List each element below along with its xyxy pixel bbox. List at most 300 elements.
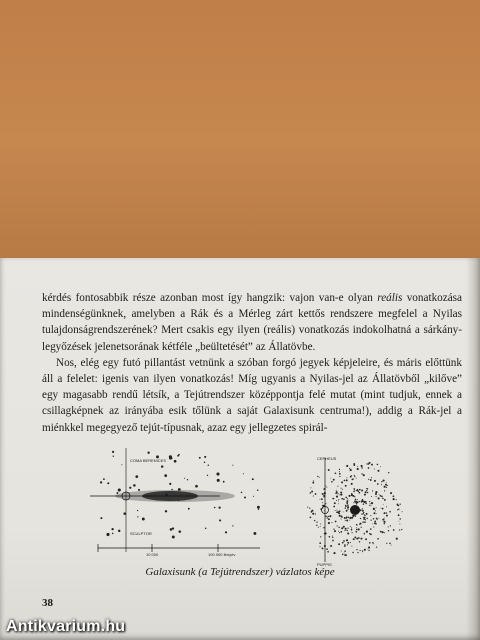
spiral-dot xyxy=(388,526,389,527)
spiral-dot xyxy=(356,524,357,525)
star-dot xyxy=(112,533,114,535)
spiral-dot xyxy=(345,485,347,487)
star-dot xyxy=(207,475,208,476)
spiral-dot xyxy=(330,478,331,479)
spiral-dot xyxy=(373,526,374,527)
spiral-dot xyxy=(365,491,367,493)
spiral-dot xyxy=(382,508,384,510)
spiral-dot xyxy=(352,532,353,533)
star-dot xyxy=(225,531,227,533)
spiral-dot xyxy=(348,500,349,501)
spiral-dot xyxy=(366,513,368,515)
spiral-dot xyxy=(363,517,365,519)
spiral-dot xyxy=(383,521,385,523)
spiral-dot xyxy=(354,475,355,476)
spiral-dot xyxy=(368,467,370,469)
star-dot xyxy=(188,508,190,510)
spiral-dot xyxy=(356,538,358,540)
spiral-dot xyxy=(373,508,375,510)
spiral-dot xyxy=(338,543,340,545)
spiral-dot xyxy=(326,548,328,550)
spiral-dot xyxy=(361,467,363,469)
spiral-dot xyxy=(344,545,346,547)
spiral-dot xyxy=(390,492,392,494)
spiral-dot xyxy=(346,477,347,478)
spiral-dot xyxy=(380,531,382,533)
spiral-dot xyxy=(368,479,369,480)
spiral-dot xyxy=(358,537,360,539)
spiral-dot xyxy=(313,495,314,496)
spiral-dot xyxy=(320,499,321,500)
star-dot xyxy=(217,479,220,482)
spiral-dot xyxy=(317,476,318,477)
coma-berenices-label: COMA BERENICES xyxy=(130,458,167,463)
spiral-dot xyxy=(346,539,348,541)
spiral-dot xyxy=(322,502,323,503)
spiral-dot xyxy=(325,503,326,504)
spiral-dot xyxy=(368,548,369,549)
star-dot xyxy=(118,530,120,532)
spiral-dot xyxy=(391,545,392,546)
star-dot xyxy=(253,532,256,535)
star-dot xyxy=(142,518,145,521)
spiral-dot xyxy=(363,519,364,520)
spiral-dot xyxy=(342,542,344,544)
star-dot xyxy=(129,487,131,489)
spiral-dot xyxy=(353,478,354,479)
star-dot xyxy=(208,464,209,465)
spiral-dot xyxy=(370,534,372,536)
spiral-dot xyxy=(364,514,365,515)
spiral-dot xyxy=(311,510,313,512)
spiral-dot xyxy=(382,531,384,533)
spiral-dot xyxy=(340,515,342,517)
spiral-dot xyxy=(369,542,371,544)
spiral-dot xyxy=(341,519,342,520)
spiral-dot xyxy=(398,521,399,522)
spiral-dot xyxy=(356,503,357,504)
spiral-dot xyxy=(376,546,377,547)
spiral-dot xyxy=(357,490,359,492)
spiral-dot xyxy=(383,480,385,482)
scale-label-mid: 10 000 xyxy=(146,552,159,557)
spiral-dot xyxy=(386,482,387,483)
star-dot xyxy=(241,492,243,494)
puppis-label: PUPPIS xyxy=(317,562,332,567)
spiral-dot xyxy=(320,536,321,537)
spiral-dot xyxy=(349,520,350,521)
spiral-dot xyxy=(336,490,337,491)
spiral-dot xyxy=(325,485,326,486)
spiral-dot xyxy=(376,496,377,497)
spiral-dot xyxy=(362,510,364,512)
text-run: vonatkozása mindenségünknek, amelyben a Rák és a Mérleg zárt kettős rendszere megfelel a Nyilas tulajdonságrendszerének? Mert csakis egy ilyen (reális) vonatkozás indokolhatná a sárkány-legyőzések jelenetsorának kétféle „beültetését” az Állatövbe. xyxy=(42,292,463,353)
spiral-dot xyxy=(336,491,338,493)
spiral-dot xyxy=(364,533,365,534)
star-dot xyxy=(100,481,102,483)
spiral-dot xyxy=(344,553,345,554)
spiral-dot xyxy=(322,547,324,549)
spiral-dot xyxy=(364,522,365,523)
spiral-dot xyxy=(353,488,355,490)
spiral-dot xyxy=(347,542,349,544)
spiral-dot xyxy=(341,551,342,552)
spiral-dot xyxy=(365,501,366,502)
spiral-dot xyxy=(351,529,353,531)
spiral-dot xyxy=(324,510,325,511)
spiral-dot xyxy=(332,498,333,499)
spiral-dot xyxy=(310,487,311,488)
spiral-dot xyxy=(315,513,316,514)
spiral-dot xyxy=(361,501,363,503)
spiral-dot xyxy=(343,498,345,500)
spiral-dot xyxy=(365,503,367,505)
spiral-dot xyxy=(347,498,348,499)
spiral-dot xyxy=(378,518,379,519)
spiral-dot xyxy=(341,481,343,483)
spiral-dot xyxy=(386,506,387,507)
spiral-dot xyxy=(329,536,331,538)
spiral-dot xyxy=(375,491,377,493)
spiral-dot xyxy=(339,476,340,477)
spiral-dot xyxy=(350,469,352,471)
spiral-dot xyxy=(334,530,336,532)
spiral-dot xyxy=(339,532,340,533)
spiral-dot xyxy=(355,501,357,503)
spiral-dot xyxy=(362,521,364,523)
spiral-dot xyxy=(347,532,349,534)
spiral-dot xyxy=(357,466,358,467)
spiral-dot xyxy=(357,468,359,470)
spiral-dot xyxy=(348,517,349,518)
spiral-dot xyxy=(398,508,399,509)
star-dot xyxy=(184,478,185,479)
spiral-dot xyxy=(344,480,346,482)
spiral-dot xyxy=(353,502,354,503)
spiral-dot xyxy=(336,496,338,498)
spiral-dot xyxy=(389,543,391,545)
star-dot xyxy=(214,507,216,509)
body-text xyxy=(42,290,462,436)
spiral-dot xyxy=(399,518,401,520)
text-run: Nos, elég egy futó pillantást vetnünk a szóban forgó jegyek képjeleire, és máris előttünk áll a felelet: igenis van ilyen vonatkozás! Míg ugyanis a Nyilas-jel az Állatövből „kilőve” egy magasabb rendű létsík, a Tejútrendszer középpontja felé mutat (mint tudjuk, ennek a csillagképnek az irányába esik tőlünk a saját Galaxisunk centruma!), addig a Rák-jel a miénkkel megegyező tejút-típusnak, azaz egy jellegzetes spirál- xyxy=(42,356,462,434)
spiral-dot xyxy=(335,510,336,511)
spiral-dot xyxy=(398,514,400,516)
spiral-dot xyxy=(370,528,372,530)
star-dot xyxy=(123,512,126,515)
spiral-dot xyxy=(357,499,358,500)
spiral-dot xyxy=(342,489,343,490)
spiral-dot xyxy=(370,479,372,481)
spiral-dot xyxy=(336,509,337,510)
spiral-dot xyxy=(390,525,391,526)
spiral-dot xyxy=(347,509,348,510)
spiral-dot xyxy=(376,518,377,519)
spiral-dot xyxy=(377,483,379,485)
star-dot xyxy=(199,457,201,459)
spiral-dot xyxy=(360,550,361,551)
spiral-dot xyxy=(399,524,400,525)
spiral-dot xyxy=(360,509,361,510)
spiral-dot xyxy=(386,515,388,517)
spiral-dot xyxy=(386,487,387,488)
spiral-dot xyxy=(380,466,381,467)
star-dot xyxy=(174,460,177,463)
spiral-dot xyxy=(345,528,347,530)
spiral-dot xyxy=(381,484,382,485)
spiral-dot xyxy=(374,468,375,469)
spiral-dot xyxy=(381,496,383,498)
spiral-dot xyxy=(356,529,358,531)
spiral-dot xyxy=(357,502,359,504)
sculptor-label: SCULPTOR xyxy=(130,531,152,536)
spiral-dot xyxy=(339,473,341,475)
spiral-dot xyxy=(346,479,348,481)
spiral-dot xyxy=(393,529,395,531)
spiral-dot xyxy=(323,527,324,528)
spiral-dot xyxy=(312,513,314,515)
spiral-dot xyxy=(313,480,314,481)
spiral-dot xyxy=(339,469,340,470)
spiral-dot xyxy=(388,530,389,531)
spiral-dot xyxy=(343,540,345,542)
spiral-dot xyxy=(328,469,330,471)
spiral-dot xyxy=(384,490,385,491)
spiral-dot xyxy=(345,505,346,506)
spiral-dot xyxy=(330,545,332,547)
spiral-dot xyxy=(338,500,339,501)
spiral-dot xyxy=(340,531,342,533)
spiral-dot xyxy=(321,498,323,500)
spiral-dot xyxy=(347,507,349,509)
star-dot xyxy=(216,472,219,475)
cepheus-label: CEPHEUS xyxy=(317,456,337,461)
spiral-dot xyxy=(346,500,348,502)
scale-label-right: 100 000 fényév xyxy=(208,552,236,557)
spiral-dot xyxy=(343,511,344,512)
spiral-dot xyxy=(368,549,369,550)
spiral-dot xyxy=(363,512,364,513)
spiral-dot xyxy=(356,549,357,550)
spiral-dot xyxy=(350,518,351,519)
spiral-dot xyxy=(356,527,357,528)
spiral-dot xyxy=(384,532,385,533)
spiral-dot xyxy=(361,527,362,528)
spiral-dot xyxy=(362,508,363,509)
spiral-dot xyxy=(358,528,360,530)
spiral-dot xyxy=(319,546,320,547)
star-dot xyxy=(164,474,167,477)
spiral-dot xyxy=(393,498,395,500)
star-dot xyxy=(116,492,118,494)
spiral-dot xyxy=(375,510,376,511)
spiral-dot xyxy=(332,536,333,537)
emphasis-text: reális xyxy=(377,292,403,304)
spiral-dot xyxy=(366,490,367,491)
spiral-dot xyxy=(329,515,331,517)
spiral-dot xyxy=(345,507,346,508)
spiral-dot xyxy=(361,490,363,492)
spiral-dot xyxy=(374,521,376,523)
spiral-dot xyxy=(375,523,377,525)
spiral-dot xyxy=(314,520,315,521)
spiral-dot xyxy=(381,481,382,482)
spiral-dot xyxy=(399,529,400,530)
spiral-dot xyxy=(354,536,356,538)
spiral-dot xyxy=(367,518,368,519)
spiral-dot xyxy=(339,515,340,516)
star-dot xyxy=(204,461,206,463)
spiral-dot xyxy=(348,505,349,506)
spiral-dot xyxy=(384,523,385,524)
spiral-dot xyxy=(354,476,355,477)
spiral-dot xyxy=(322,508,323,509)
spiral-dot xyxy=(349,518,350,519)
spiral-dot xyxy=(351,483,353,485)
spiral-dot xyxy=(332,537,333,538)
spiral-dot xyxy=(337,486,338,487)
spiral-dot xyxy=(334,502,336,504)
spiral-dot xyxy=(328,522,330,524)
spiral-dot xyxy=(371,505,372,506)
spiral-dot xyxy=(368,550,369,551)
star-dot xyxy=(147,452,149,454)
star-dot xyxy=(138,489,140,491)
star-dot xyxy=(107,482,109,484)
star-dot xyxy=(179,530,182,533)
spiral-dot xyxy=(322,505,324,507)
star-dot xyxy=(258,509,259,510)
star-dot xyxy=(100,517,102,519)
spiral-dot xyxy=(333,529,334,530)
spiral-dot xyxy=(353,538,355,540)
spiral-dot xyxy=(347,527,348,528)
spiral-dot xyxy=(345,497,347,499)
spiral-dot xyxy=(339,471,340,472)
spiral-dot xyxy=(351,546,352,547)
spiral-dot xyxy=(328,518,330,520)
star-dot xyxy=(243,473,244,474)
spiral-dot xyxy=(319,477,320,478)
spiral-dot xyxy=(332,540,334,542)
spiral-dot xyxy=(384,499,386,501)
spiral-dot xyxy=(337,493,338,494)
spiral-dot xyxy=(346,519,348,521)
spiral-dot xyxy=(349,468,350,469)
spiral-dot xyxy=(389,511,391,513)
spiral-dot xyxy=(375,494,376,495)
spiral-dot xyxy=(386,512,387,513)
spiral-dot xyxy=(371,502,373,504)
spiral-dot xyxy=(361,465,363,467)
spiral-dot xyxy=(323,494,324,495)
star-dot xyxy=(111,528,113,530)
spiral-dot xyxy=(362,499,363,500)
spiral-dot xyxy=(388,472,389,473)
spiral-dot xyxy=(375,507,376,508)
spiral-dot xyxy=(370,515,371,516)
star-dot xyxy=(112,451,114,453)
spiral-dot xyxy=(396,499,397,500)
spiral-dot xyxy=(336,500,337,501)
spiral-dot xyxy=(341,498,343,500)
star-dot xyxy=(195,485,198,488)
spiral-dot xyxy=(338,499,339,500)
spiral-dot xyxy=(319,542,321,544)
spiral-dot xyxy=(359,492,361,494)
spiral-dot xyxy=(312,482,314,484)
spiral-dot xyxy=(371,496,372,497)
star-dot xyxy=(118,488,121,491)
spiral-dot xyxy=(353,463,355,465)
spiral-dot xyxy=(327,517,328,518)
spiral-dot xyxy=(340,476,341,477)
spiral-dot xyxy=(311,491,313,493)
spiral-dot xyxy=(366,531,368,533)
star-dot xyxy=(232,465,233,466)
spiral-dot xyxy=(331,481,333,483)
spiral-dot xyxy=(315,493,317,495)
spiral-dot xyxy=(345,554,347,556)
star-dot xyxy=(244,497,246,499)
spiral-dot xyxy=(347,544,348,545)
spiral-dot xyxy=(369,501,370,502)
spiral-dot xyxy=(377,464,379,466)
spiral-dot xyxy=(363,474,365,476)
spiral-dot xyxy=(383,504,384,505)
spiral-dot xyxy=(378,497,380,499)
spiral-dot xyxy=(359,489,361,491)
text-run: kérdés fontosabbik része azonban most így hangzik: vajon van-e olyan xyxy=(42,292,378,304)
spiral-dot xyxy=(362,550,363,551)
star-dot xyxy=(135,475,138,478)
spiral-dot xyxy=(356,478,357,479)
spiral-dot xyxy=(339,510,340,511)
spiral-dot xyxy=(397,509,398,510)
star-dot xyxy=(204,456,206,458)
spiral-dot xyxy=(359,541,360,542)
spiral-dot xyxy=(316,522,317,523)
page-number: 38 xyxy=(42,597,53,609)
spiral-dot xyxy=(367,488,369,490)
star-dot xyxy=(170,528,173,531)
page-spine-shadow xyxy=(466,258,480,640)
spiral-dot xyxy=(346,510,348,512)
spiral-dot xyxy=(352,515,354,517)
spiral-dot xyxy=(370,519,371,520)
spiral-dot xyxy=(365,538,367,540)
star-dot xyxy=(169,483,171,485)
spiral-dot xyxy=(336,511,338,513)
spiral-dot xyxy=(328,516,329,517)
spiral-dot xyxy=(359,501,360,502)
spiral-dot xyxy=(342,554,344,556)
spiral-dot xyxy=(368,462,370,464)
spiral-dot xyxy=(318,527,319,528)
spiral-dot xyxy=(373,543,374,544)
spiral-dot xyxy=(335,521,337,523)
spiral-dot xyxy=(335,472,337,474)
spiral-dot xyxy=(361,513,363,515)
star-dot xyxy=(253,496,254,497)
spiral-dot xyxy=(363,513,364,514)
star-dot xyxy=(103,478,105,480)
spiral-dot xyxy=(320,523,321,524)
spiral-dot xyxy=(351,494,353,496)
spiral-dot xyxy=(383,513,384,514)
galaxy-top-view-figure xyxy=(295,450,415,570)
spiral-dot xyxy=(316,525,317,526)
